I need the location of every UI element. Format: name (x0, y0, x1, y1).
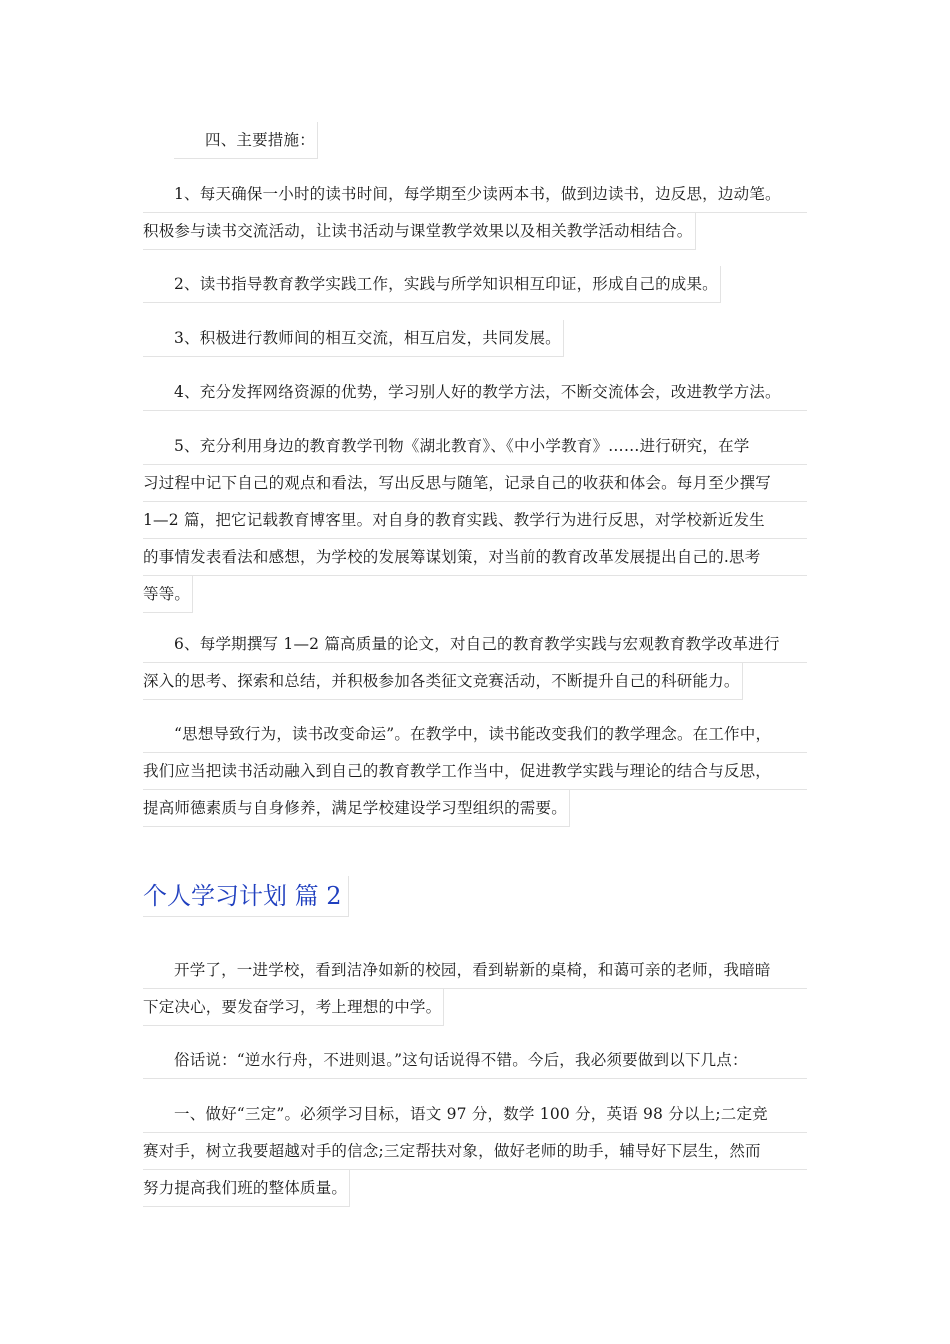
article2-paragraph-1 (143, 952, 807, 1039)
article2-paragraph-2 (143, 1042, 807, 1079)
paragraph-line: 5、充分利用身边的教育教学刊物《湖北教育》、《中小学教育》……进行研究，在学 (143, 428, 807, 465)
paragraph-line: 努力提高我们班的整体质量。 (143, 1170, 350, 1207)
paragraph-line: 俗话说：“逆水行舟，不进则退。”这句话说得不错。今后，我必须要做到以下几点： (143, 1042, 807, 1079)
paragraph-line: 4、充分发挥网络资源的优势，学习别人好的教学方法，不断交流体会，改进教学方法。 (143, 374, 807, 411)
paragraph-line: 1、每天确保一小时的读书时间，每学期至少读两本书，做到边读书，边反思，边动笔。 (143, 176, 807, 213)
measure-item-4 (143, 374, 807, 411)
paragraph-line: 一、做好“三定”。必须学习目标，语文 97 分，数学 100 分，英语 98 分以上;二定竞 (143, 1096, 807, 1133)
section-heading-text: 四、主要措施： (174, 122, 318, 159)
closing-paragraph (143, 716, 807, 840)
paragraph-line: 的事情发表看法和感想，为学校的发展筹谋划策，对当前的教育改革发展提出自己的.思考 (143, 539, 807, 576)
paragraph-line: 下定决心，要发奋学习，考上理想的中学。 (143, 989, 444, 1026)
measure-item-5 (143, 428, 807, 626)
section-heading (143, 122, 807, 172)
paragraph-line: 习过程中记下自己的观点和看法，写出反思与随笔，记录自己的收获和体会。每月至少撰写 (143, 465, 807, 502)
paragraph-line: 我们应当把读书活动融入到自己的教育教学工作当中，促进教学实践与理论的结合与反思， (143, 753, 807, 790)
paragraph-line: 等等。 (143, 576, 193, 613)
paragraph-line: 开学了，一进学校，看到洁净如新的校园，看到崭新的桌椅，和蔼可亲的老师，我暗暗 (143, 952, 807, 989)
measure-item-3 (143, 320, 807, 370)
paragraph-line: 深入的思考、探索和总结，并积极参加各类征文竞赛活动，不断提升自己的科研能力。 (143, 663, 743, 700)
measure-item-6 (143, 626, 807, 713)
paragraph-line: 6、每学期撰写 1—2 篇高质量的论文，对自己的教育教学实践与宏观教育教学改革进行 (143, 626, 807, 663)
article-title: 个人学习计划 篇 2 (143, 876, 349, 917)
paragraph-line: 2、读书指导教育教学实践工作，实践与所学知识相互印证，形成自己的成果。 (143, 266, 721, 303)
article2-paragraph-3 (143, 1096, 807, 1220)
measure-item-2 (143, 266, 807, 316)
paragraph-line: 提高师德素质与自身修养，满足学校建设学习型组织的需要。 (143, 790, 570, 827)
paragraph-line: 积极参与读书交流活动，让读书活动与课堂教学效果以及相关教学活动相结合。 (143, 213, 696, 250)
paragraph-line: “思想导致行为，读书改变命运”。在教学中，读书能改变我们的教学理念。在工作中， (143, 716, 807, 753)
paragraph-line: 赛对手，树立我要超越对手的信念;三定帮扶对象，做好老师的助手，辅导好下层生，然而 (143, 1133, 807, 1170)
paragraph-line: 3、积极进行教师间的相互交流，相互启发，共同发展。 (143, 320, 564, 357)
measure-item-1 (143, 176, 807, 263)
paragraph-line: 1—2 篇，把它记载教育博客里。对自身的教育实践、教学行为进行反思，对学校新近发生 (143, 502, 807, 539)
